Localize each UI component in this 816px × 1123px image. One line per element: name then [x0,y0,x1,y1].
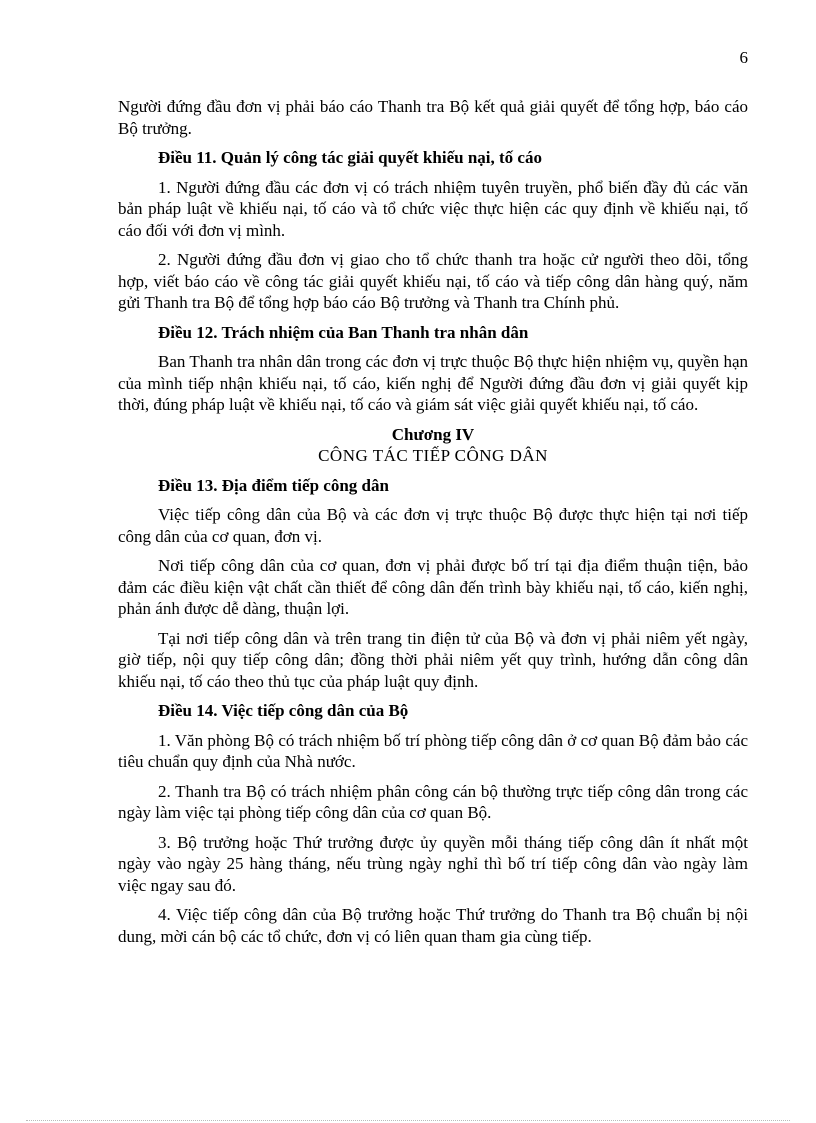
article-13-para-2: Nơi tiếp công dân của cơ quan, đơn vị phải được bố trí tại địa điểm thuận tiện, bảo đảm các điều kiện vật chất cần thiết để công dân đến trình bày khiếu nại, tố cáo, kiến nghị, phản ánh được dễ dàng, thuận lợi. [118,556,748,618]
article-13-heading: Điều 13. Địa điểm tiếp công dân [158,475,389,495]
article-14-clause-1: 1. Văn phòng Bộ có trách nhiệm bố trí phòng tiếp công dân ở cơ quan Bộ đảm bảo các tiêu chuẩn quy định của Nhà nước. [118,730,748,771]
article-13-para-1: Việc tiếp công dân của Bộ và các đơn vị trực thuộc Bộ được thực hiện tại nơi tiếp công dân của cơ quan, đơn vị. [118,505,748,546]
page-number: 6 [739,48,748,67]
paragraph-continuation: Người đứng đầu đơn vị phải báo cáo Thanh tra Bộ kết quả giải quyết để tổng hợp, báo cáo Bộ trưởng. [118,97,748,138]
article-11-clause-2: 2. Người đứng đầu đơn vị giao cho tổ chức thanh tra hoặc cử người theo dõi, tổng hợp, viết báo cáo về công tác giải quyết khiếu nại, tố cáo và tiếp công dân hàng quý, năm gửi Thanh tra Bộ để tổng hợp báo cáo Bộ trưởng và Thanh tra Chính phủ. [118,250,748,312]
article-14-heading: Điều 14. Việc tiếp công dân của Bộ [158,701,409,720]
article-14-clause-2: 2. Thanh tra Bộ có trách nhiệm phân công cán bộ thường trực tiếp công dân trong các ngày làm việc tại phòng tiếp công dân của cơ quan Bộ. [118,781,748,822]
chapter-subtitle: CÔNG TÁC TIẾP CÔNG DÂN [318,446,548,465]
article-12-heading: Điều 12. Trách nhiệm của Ban Thanh tra nhân dân [158,322,529,342]
page-bottom-divider [26,1120,790,1121]
document-body [118,96,748,955]
article-12-body: Ban Thanh tra nhân dân trong các đơn vị trực thuộc Bộ thực hiện nhiệm vụ, quyền hạn của mình tiếp nhận khiếu nại, tố cáo, kiến nghị để Người đứng đầu đơn vị giải quyết kịp thời, đúng pháp luật về khiếu nại, tố cáo và giám sát việc giải quyết khiếu nại, tố cáo. [118,352,748,414]
chapter-title: Chương IV [391,424,475,444]
article-14-clause-3: 3. Bộ trưởng hoặc Thứ trưởng được ủy quyền mỗi tháng tiếp công dân ít nhất một ngày vào ngày 25 hàng tháng, nếu trùng ngày nghỉ thì bố trí tiếp công dân vào ngày làm việc ngay sau đó. [118,832,748,895]
chapter-header [118,424,748,467]
article-14-clause-4: 4. Việc tiếp công dân của Bộ trưởng hoặc Thứ trưởng do Thanh tra Bộ chuẩn bị nội dung, mời cán bộ các tổ chức, đơn vị có liên quan tham gia cùng tiếp. [118,905,748,946]
article-11-heading: Điều 11. Quản lý công tác giải quyết khiếu nại, tố cáo [158,148,542,167]
article-13-para-3: Tại nơi tiếp công dân và trên trang tin điện tử của Bộ và đơn vị phải niêm yết ngày, giờ tiếp, nội quy tiếp công dân; đồng thời phải niêm yết quy trình, hướng dẫn công dân khiếu nại, tố cáo theo thủ tục của pháp luật quy định. [118,628,748,691]
article-11-clause-1: 1. Người đứng đầu các đơn vị có trách nhiệm tuyên truyền, phổ biến đầy đủ các văn bản pháp luật về khiếu nại, tố cáo và tổ chức việc thực hiện các quy định về khiếu nại, tố cáo đối với đơn vị mình. [118,177,748,240]
